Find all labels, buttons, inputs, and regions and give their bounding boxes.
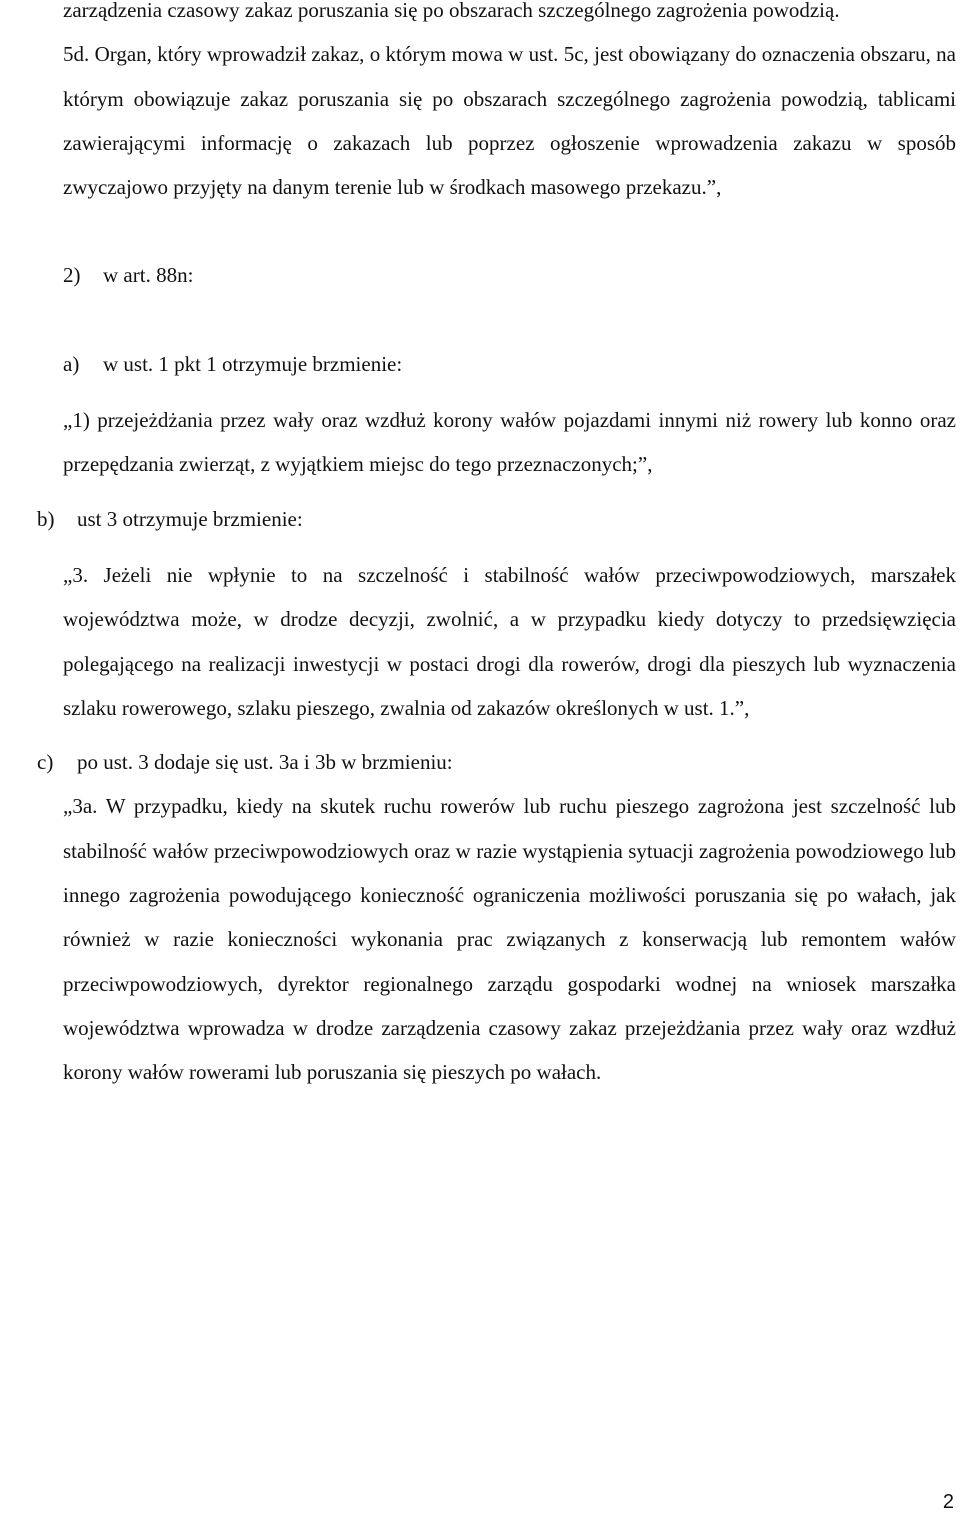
page-number: 2 <box>942 1491 954 1513</box>
quote-point-3: „3. Jeżeli nie wpłynie to na szczelność i stabilność wałów przeciwpowodziowych, marszałek województwa może, w drodze decyzji, zwolnić, a w przypadku kiedy dotyczy to przedsięwzięcia polegającego na realizacji inwestycji w postaci drogi dla rowerów, drogi dla pieszych lub wyznaczenia szlaku rowerowego, szlaku pieszego, zwalnia od zakazów określonych w ust. 1.”, <box>63 562 956 720</box>
paragraph-top-continuation: zarządzenia czasowy zakaz poruszania się po obszarach szczególnego zagrożenia powodzią. <box>63 0 840 22</box>
quote-point-3a: „3a. W przypadku, kiedy na skutek ruchu rowerów lub ruchu pieszego zagrożona jest szczelność lub stabilność wałów przeciwpowodziowych oraz w razie wystąpienia sytuacji zagrożenia powodziowego lub innego zagrożenia powodującego konieczność ograniczenia możliwości poruszania się po wałach, jak również w razie konieczności wykonania prac związanych z konserwacją lub remontem wałów przeciwpowodziowych, dyrektor regionalnego zarządu gospodarki wodnej na wniosek marszałka województwa wprowadza w drodze zarządzenia czasowy zakaz przejeżdżania przez wały oraz wzdłuż korony wałów rowerami lub poruszania się pieszych po wałach. <box>63 794 956 1085</box>
list-item-2 <box>63 253 956 297</box>
list-item-c-label: c) <box>37 750 54 775</box>
paragraph-5d: 5d. Organ, który wprowadził zakaz, o którym mowa w ust. 5c, jest obowiązany do oznaczenia obszaru, na którym obowiązuje zakaz poruszania się po obszarach szczególnego zagrożenia powodzią, tablicami zawierającymi informację o zakazach lub poprzez ogłoszenie wprowadzenia zakazu w sposób zwyczajowo przyjęty na danym terenie lub w środkach masowego przekazu.”, <box>63 42 956 200</box>
list-item-c-text: po ust. 3 dodaje się ust. 3a i 3b w brzmieniu: <box>77 750 453 775</box>
list-item-a-label: a) <box>63 351 80 376</box>
list-item-b <box>37 497 956 541</box>
quote-point-1: „1) przejeżdżania przez wały oraz wzdłuż korony wałów pojazdami innymi niż rowery lub konno oraz przepędzania zwierząt, z wyjątkiem miejsc do tego przeznaczonych;”, <box>63 408 956 477</box>
list-item-a <box>63 342 956 386</box>
document-body <box>37 0 956 1095</box>
list-item-a-text: w ust. 1 pkt 1 otrzymuje brzmienie: <box>103 351 403 376</box>
list-item-b-text: ust 3 otrzymuje brzmienie: <box>77 506 303 531</box>
list-item-2-text: w art. 88n: <box>103 263 194 288</box>
list-item-c <box>37 740 956 784</box>
list-item-2-label: 2) <box>63 263 81 288</box>
list-item-b-label: b) <box>37 506 55 531</box>
